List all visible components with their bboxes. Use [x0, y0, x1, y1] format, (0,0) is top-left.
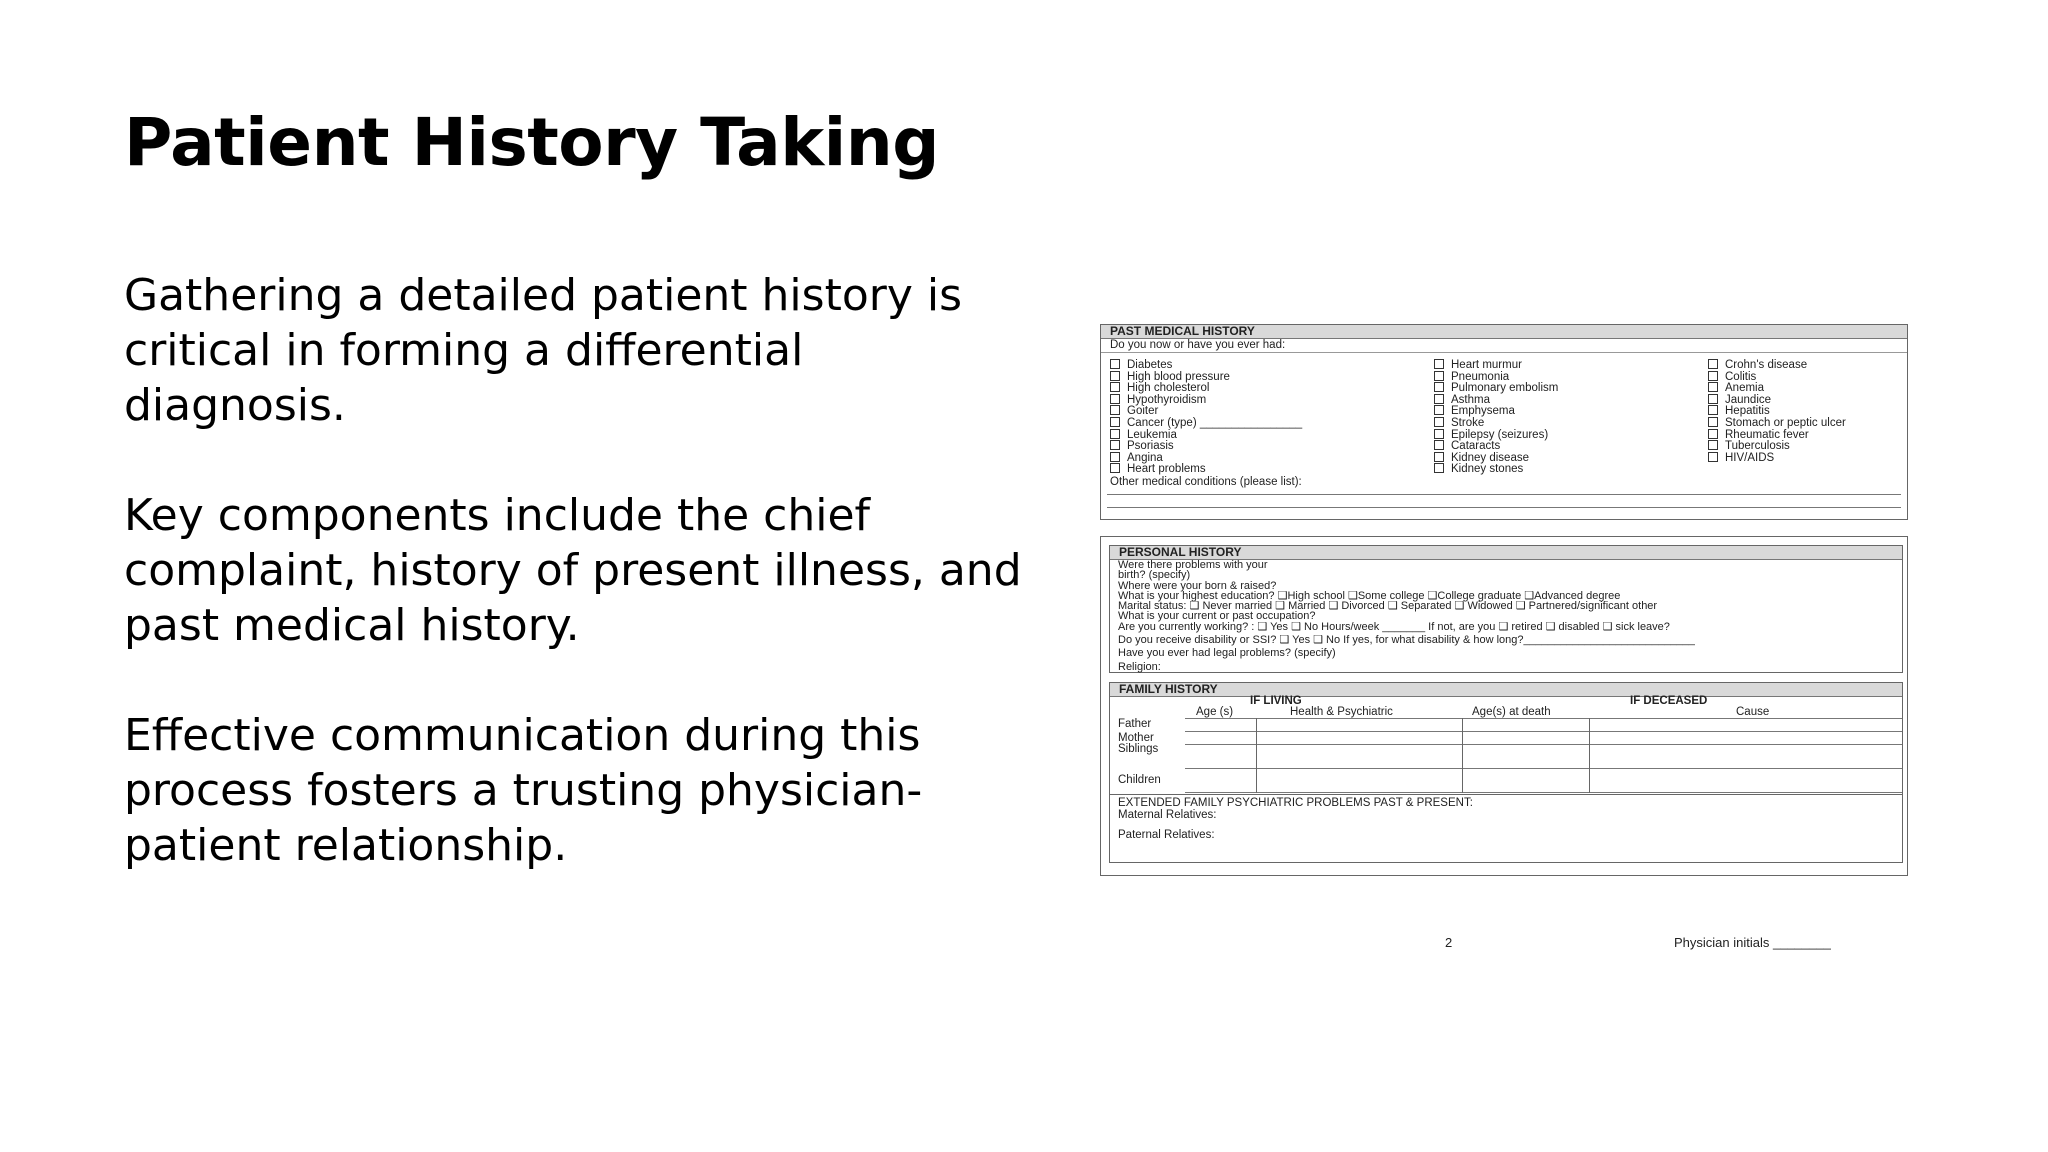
condition-label: Goiter: [1127, 405, 1159, 418]
condition-item: [1434, 440, 1558, 452]
marital-status-question: Marital status: ❑ Never married ❑ Married ❑ Divorced ❑ Separated ❑ Widowed ❑ Partnered/significant other: [1118, 600, 1658, 613]
condition-column-2: [1434, 359, 1558, 475]
condition-item: [1708, 417, 1846, 429]
condition-label: Epilepsy (seizures): [1451, 428, 1549, 441]
table-column-divider: [1589, 718, 1590, 793]
condition-label: Jaundice: [1725, 393, 1772, 406]
physician-initials-field: Physician initials ________: [1674, 935, 1831, 950]
table-column-divider: [1462, 718, 1463, 793]
family-row-father: Father: [1118, 718, 1152, 730]
birth-problems-question: Were there problems with your: [1118, 559, 1268, 571]
working-question: Are you currently working? : ❑ Yes ❑ No Hours/week _______ If not, are you ❑ retired ❑ disabled ❑ sick leave?: [1118, 620, 1670, 633]
condition-label: Emphysema: [1451, 405, 1515, 418]
condition-label: Stomach or peptic ulcer: [1725, 416, 1846, 429]
checkbox-icon: [1110, 429, 1120, 439]
condition-label: Psoriasis: [1127, 440, 1174, 453]
occupation-question: What is your current or past occupation?: [1118, 610, 1316, 623]
condition-item: [1434, 463, 1558, 475]
condition-label: Pneumonia: [1451, 370, 1510, 383]
checkbox-icon: [1434, 371, 1444, 381]
table-row-rule: [1185, 768, 1902, 769]
birth-specify-line: birth? (specify): [1118, 569, 1191, 582]
checkbox-icon: [1434, 463, 1444, 473]
personal-family-history-section: [1100, 536, 1908, 876]
extended-family-divider: [1110, 794, 1902, 795]
checkbox-icon: [1110, 371, 1120, 381]
disability-question: Do you receive disability or SSI? ❑ Yes ❑ No If yes, for what disability & how long?____________________________: [1118, 634, 1695, 647]
condition-item: [1110, 359, 1302, 371]
condition-label: Cataracts: [1451, 440, 1501, 453]
past-medical-history-header: PAST MEDICAL HISTORY: [1101, 325, 1907, 339]
condition-item: [1708, 429, 1846, 441]
condition-label: Stroke: [1451, 416, 1485, 429]
past-medical-history-prompt: Do you now or have you ever had:: [1101, 339, 1907, 353]
family-row-children: Children: [1118, 774, 1161, 786]
other-conditions-label: Other medical conditions (please list):: [1110, 476, 1302, 488]
condition-column-1: [1110, 359, 1302, 475]
checkbox-icon: [1434, 382, 1444, 392]
patient-history-form-image: [1100, 324, 1910, 964]
condition-item: [1110, 417, 1302, 429]
condition-item: [1434, 394, 1558, 406]
condition-label: Anemia: [1725, 382, 1764, 395]
checkbox-icon: [1434, 359, 1444, 369]
condition-label: Heart murmur: [1451, 359, 1522, 371]
condition-label: Cancer (type) ________________: [1127, 416, 1303, 429]
condition-label: Kidney stones: [1451, 463, 1524, 476]
extended-family-label: EXTENDED FAMILY PSYCHIATRIC PROBLEMS PAST & PRESENT:: [1118, 797, 1473, 809]
table-row-rule: [1185, 731, 1902, 732]
table-column-divider: [1256, 718, 1257, 793]
condition-item: [1434, 417, 1558, 429]
checkbox-icon: [1434, 394, 1444, 404]
checkbox-icon: [1708, 452, 1718, 462]
personal-history-header: PERSONAL HISTORY: [1110, 546, 1902, 560]
condition-item: [1708, 382, 1846, 394]
checkbox-icon: [1708, 371, 1718, 381]
condition-item: [1708, 359, 1846, 371]
checkbox-icon: [1110, 463, 1120, 473]
condition-item: [1434, 429, 1558, 441]
table-row-rule: [1185, 744, 1902, 745]
health-psychiatric-column-header: Health & Psychiatric: [1290, 706, 1393, 718]
checkbox-icon: [1708, 394, 1718, 404]
condition-item: [1110, 371, 1302, 383]
condition-label: High cholesterol: [1127, 382, 1210, 395]
other-conditions-line: [1107, 494, 1901, 495]
condition-label: Leukemia: [1127, 428, 1177, 441]
condition-item: [1708, 405, 1846, 417]
condition-item: [1708, 394, 1846, 406]
legal-problems-question: Have you ever had legal problems? (specify): [1118, 647, 1336, 660]
family-row-siblings: Siblings: [1118, 743, 1159, 755]
paragraph-communication: Effective communication during this process fosters a trusting physician-patient relationship.: [124, 710, 923, 871]
slide-body: [124, 268, 1024, 928]
checkbox-icon: [1434, 452, 1444, 462]
condition-item: [1708, 440, 1846, 452]
condition-label: Crohn's disease: [1725, 359, 1808, 371]
checkbox-icon: [1110, 394, 1120, 404]
checkbox-icon: [1708, 382, 1718, 392]
personal-history-box: [1109, 545, 1903, 673]
condition-label: Kidney disease: [1451, 451, 1529, 464]
other-conditions-line: [1107, 507, 1901, 508]
condition-item: [1110, 394, 1302, 406]
checkbox-icon: [1110, 382, 1120, 392]
condition-item: [1434, 382, 1558, 394]
condition-item: [1110, 440, 1302, 452]
family-history-header: FAMILY HISTORY: [1110, 683, 1902, 697]
condition-item: [1434, 452, 1558, 464]
checkbox-icon: [1110, 405, 1120, 415]
checkbox-icon: [1110, 452, 1120, 462]
condition-item: [1708, 452, 1846, 464]
condition-label: Hepatitis: [1725, 405, 1770, 418]
checkbox-icon: [1434, 405, 1444, 415]
slide-title: Patient History Taking: [124, 104, 939, 181]
checkbox-icon: [1708, 405, 1718, 415]
checkbox-icon: [1708, 359, 1718, 369]
cause-column-header: Cause: [1736, 706, 1770, 718]
condition-item: [1708, 371, 1846, 383]
condition-column-3: [1708, 359, 1846, 463]
age-column-header: Age (s): [1196, 706, 1234, 718]
table-row-rule: [1185, 792, 1902, 793]
checkbox-icon: [1708, 440, 1718, 450]
checkbox-icon: [1110, 440, 1120, 450]
maternal-relatives-label: Maternal Relatives:: [1118, 809, 1217, 821]
condition-label: High blood pressure: [1127, 370, 1230, 383]
condition-item: [1110, 452, 1302, 464]
religion-question: Religion:: [1118, 660, 1161, 673]
education-question: What is your highest education? ❑High school ❑Some college ❑College graduate ❑Advanced degree: [1118, 589, 1621, 602]
condition-item: [1110, 405, 1302, 417]
form-page-number: 2: [1445, 935, 1453, 950]
checkbox-icon: [1434, 429, 1444, 439]
checkbox-icon: [1110, 417, 1120, 427]
born-raised-question: Where were your born & raised?: [1118, 579, 1277, 592]
checkbox-icon: [1708, 417, 1718, 427]
if-living-heading: IF LIVING: [1250, 695, 1302, 707]
condition-item: [1434, 371, 1558, 383]
table-header-rule: [1185, 718, 1902, 719]
checkbox-icon: [1434, 417, 1444, 427]
condition-label: Pulmonary embolism: [1451, 382, 1559, 395]
past-medical-history-section: [1100, 324, 1908, 520]
condition-label: Rheumatic fever: [1725, 428, 1809, 441]
condition-label: Tuberculosis: [1725, 440, 1790, 453]
condition-item: [1110, 463, 1302, 475]
condition-item: [1434, 405, 1558, 417]
paragraph-key-components: Key components include the chief complaint, history of present illness, and past medical history.: [124, 490, 1022, 651]
checkbox-icon: [1708, 429, 1718, 439]
paragraph-history-importance: Gathering a detailed patient history is critical in forming a differential diagnosis.: [124, 270, 963, 431]
age-at-death-column-header: Age(s) at death: [1472, 706, 1551, 718]
family-history-box: [1109, 682, 1903, 863]
condition-label: Heart problems: [1127, 463, 1206, 476]
condition-label: Diabetes: [1127, 359, 1173, 371]
condition-item: [1110, 382, 1302, 394]
checkbox-icon: [1434, 440, 1444, 450]
condition-item: [1110, 429, 1302, 441]
condition-label: Asthma: [1451, 393, 1490, 406]
condition-item: [1434, 359, 1558, 371]
if-deceased-heading: IF DECEASED: [1630, 695, 1708, 707]
paternal-relatives-label: Paternal Relatives:: [1118, 829, 1215, 841]
family-row-mother: Mother: [1118, 732, 1154, 744]
condition-label: Colitis: [1725, 370, 1757, 383]
condition-label: Angina: [1127, 451, 1163, 464]
checkbox-icon: [1110, 359, 1120, 369]
condition-label: HIV/AIDS: [1725, 451, 1775, 464]
condition-label: Hypothyroidism: [1127, 393, 1207, 406]
